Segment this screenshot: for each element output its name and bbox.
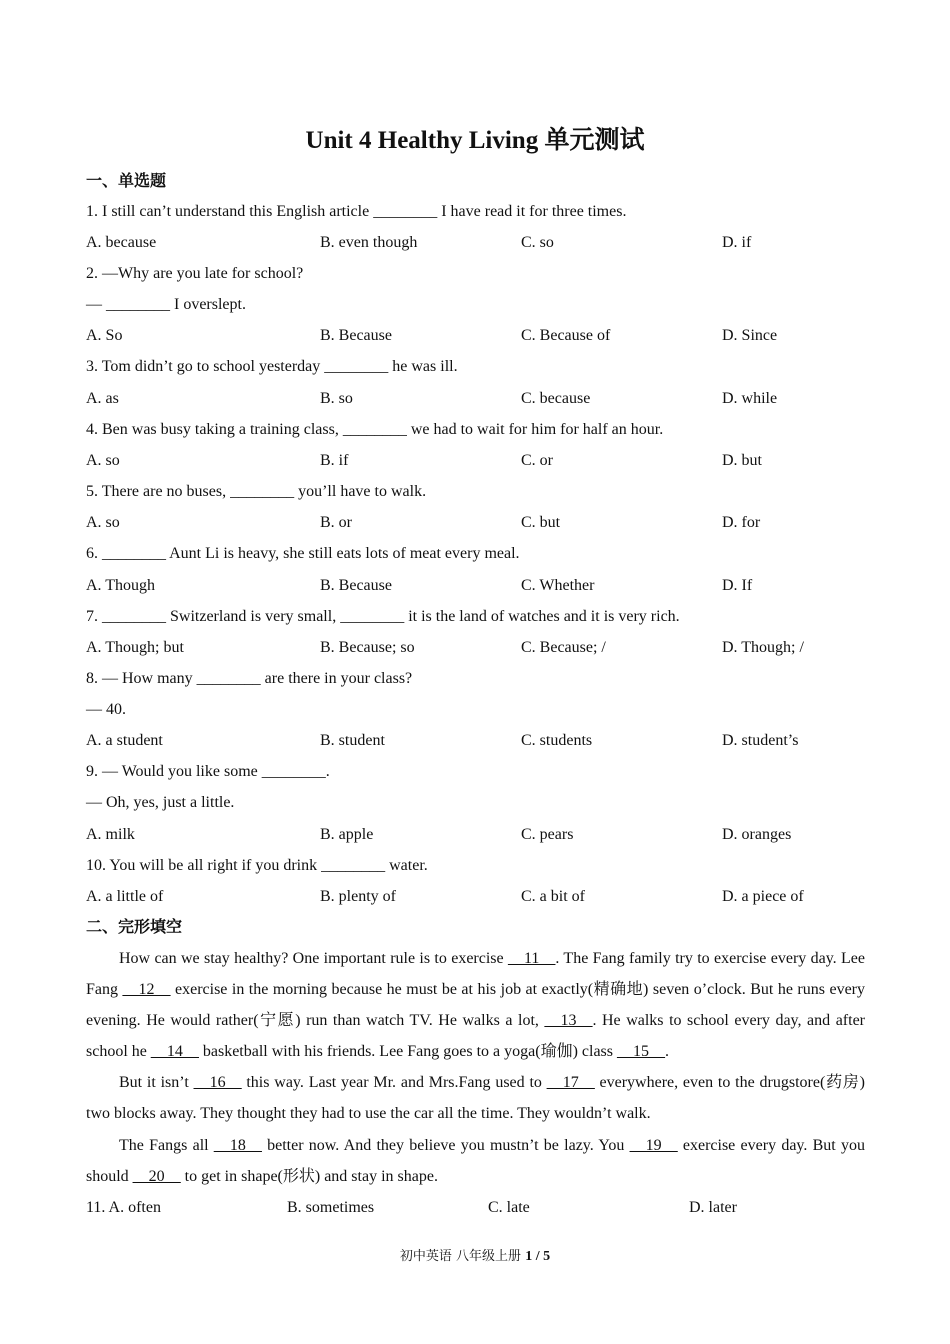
section-heading-cloze: 二、完形填空 [86, 917, 183, 936]
question-8-option-d: D. student’s [722, 732, 799, 749]
question-3-option-c: C. because [521, 390, 591, 407]
question-7-option-c: C. Because; / [521, 639, 606, 656]
question-2-option-d: D. Since [722, 327, 778, 344]
question-4-stem: 4. Ben was busy taking a training class, ________ we had to wait for him for half an hour. [86, 421, 664, 438]
page-title: Unit 4 Healthy Living 单元测试 [305, 127, 645, 154]
cloze-paragraph-1: How can we stay healthy? One important rule is to exercise __11__. The Fang family try to exercise every day. Lee Fang __12__ exercise in the morning because he must be at his job at exactly(精确地) seven o’clock. But he runs every evening. He would rather(宁愿) run than watch TV. He walks a lot, __13__. He walks to school every day, and after school he __14__ basketball with his friends. Lee Fang goes to a yoga(瑜伽) class __15__. [86, 950, 866, 1060]
question-3-option-a: A. as [86, 390, 119, 407]
question-4-option-b: B. if [320, 452, 349, 469]
question-6-option-a: A. Though [86, 577, 156, 594]
question-3-option-b: B. so [320, 390, 353, 407]
question-9-option-a: A. milk [86, 826, 135, 843]
blank-15: __15__ [617, 1043, 666, 1060]
blank-12: __12__ [122, 981, 171, 998]
question-10-option-c: C. a bit of [521, 888, 585, 905]
question-9-option-c: C. pears [521, 826, 574, 843]
question-11-option-a: 11. A. often [86, 1199, 161, 1216]
page-footer [0, 1245, 950, 1265]
question-2-option-c: C. Because of [521, 327, 611, 344]
question-9-stem: 9. — Would you like some ________. [86, 763, 330, 780]
question-9-option-d: D. oranges [722, 826, 792, 843]
blank-20: __20__ [132, 1168, 181, 1185]
question-3-stem: 3. Tom didn’t go to school yesterday ________ he was ill. [86, 358, 458, 375]
question-2-option-a: A. So [86, 327, 123, 344]
question-6-option-b: B. Because [320, 577, 392, 594]
question-5-option-d: D. for [722, 514, 761, 531]
question-1-stem: 1. I still can’t understand this English article ________ I have read it for three times. [86, 203, 627, 220]
question-8-stem: 8. — How many ________ are there in your class? [86, 670, 413, 687]
question-5-option-a: A. so [86, 514, 120, 531]
question-11-option-d: D. later [689, 1199, 737, 1216]
question-7-stem: 7. ________ Switzerland is very small, ________ it is the land of watches and it is very rich. [86, 608, 680, 625]
section-heading-single-choice: 一、单选题 [86, 171, 167, 190]
question-6-option-c: C. Whether [521, 577, 595, 594]
question-5-option-b: B. or [320, 514, 352, 531]
question-10-option-a: A. a little of [86, 888, 164, 905]
blank-11: __11__ [507, 950, 556, 967]
question-2-stem: 2. —Why are you late for school? [86, 265, 304, 282]
cloze-paragraph-2: But it isn’t __16__ this way. Last year Mr. and Mrs.Fang used to __17__ everywhere, even to the drugstore(药房) two blocks away. They thought they had to use the car all the time. They wouldn’t walk. [86, 1074, 865, 1122]
question-3-option-d: D. while [722, 390, 778, 407]
question-2-option-b: B. Because [320, 327, 392, 344]
question-1-option-c: C. so [521, 234, 554, 251]
question-2-stem-reply: — ________ I overslept. [86, 296, 246, 313]
question-4-option-d: D. but [722, 452, 762, 469]
blank-13: __13__ [544, 1012, 593, 1029]
blank-14: __14__ [150, 1043, 199, 1060]
question-5-stem: 5. There are no buses, ________ you’ll have to walk. [86, 483, 427, 500]
question-4-option-c: C. or [521, 452, 553, 469]
question-7-option-a: A. Though; but [86, 639, 184, 656]
question-9-stem-reply: — Oh, yes, just a little. [86, 794, 235, 811]
question-10-stem: 10. You will be all right if you drink ________ water. [86, 857, 428, 874]
question-1-option-a: A. because [86, 234, 157, 251]
question-7-option-d: D. Though; / [722, 639, 804, 656]
question-1-option-d: D. if [722, 234, 752, 251]
question-4-option-a: A. so [86, 452, 120, 469]
question-10-option-b: B. plenty of [320, 888, 396, 905]
question-7-option-b: B. Because; so [320, 639, 415, 656]
question-1-option-b: B. even though [320, 234, 418, 251]
blank-18: __18__ [213, 1137, 262, 1154]
page-number: 1 / 5 [525, 1249, 551, 1264]
question-8-option-b: B. student [320, 732, 385, 749]
blank-16: __16__ [193, 1074, 242, 1091]
cloze-paragraph-3: The Fangs all __18__ better now. And they believe you mustn’t be lazy. You __19__ exercise every day. But you should __20__ to get in shape(形状) and stay in shape. [86, 1137, 865, 1185]
question-5-option-c: C. but [521, 514, 561, 531]
blank-17: __17__ [546, 1074, 595, 1091]
question-10-option-d: D. a piece of [722, 888, 804, 905]
question-6-option-d: D. If [722, 577, 753, 594]
question-8-option-c: C. students [521, 732, 593, 749]
question-9-option-b: B. apple [320, 826, 374, 843]
question-6-stem: 6. ________ Aunt Li is heavy, she still eats lots of meat every meal. [86, 545, 520, 562]
question-8-stem-reply: — 40. [86, 701, 126, 718]
footer-text: 初中英语 八年级上册 [399, 1249, 526, 1264]
question-11-option-c: C. late [488, 1199, 530, 1216]
question-8-option-a: A. a student [86, 732, 163, 749]
blank-19: __19__ [629, 1137, 678, 1154]
question-11-option-b: B. sometimes [287, 1199, 375, 1216]
